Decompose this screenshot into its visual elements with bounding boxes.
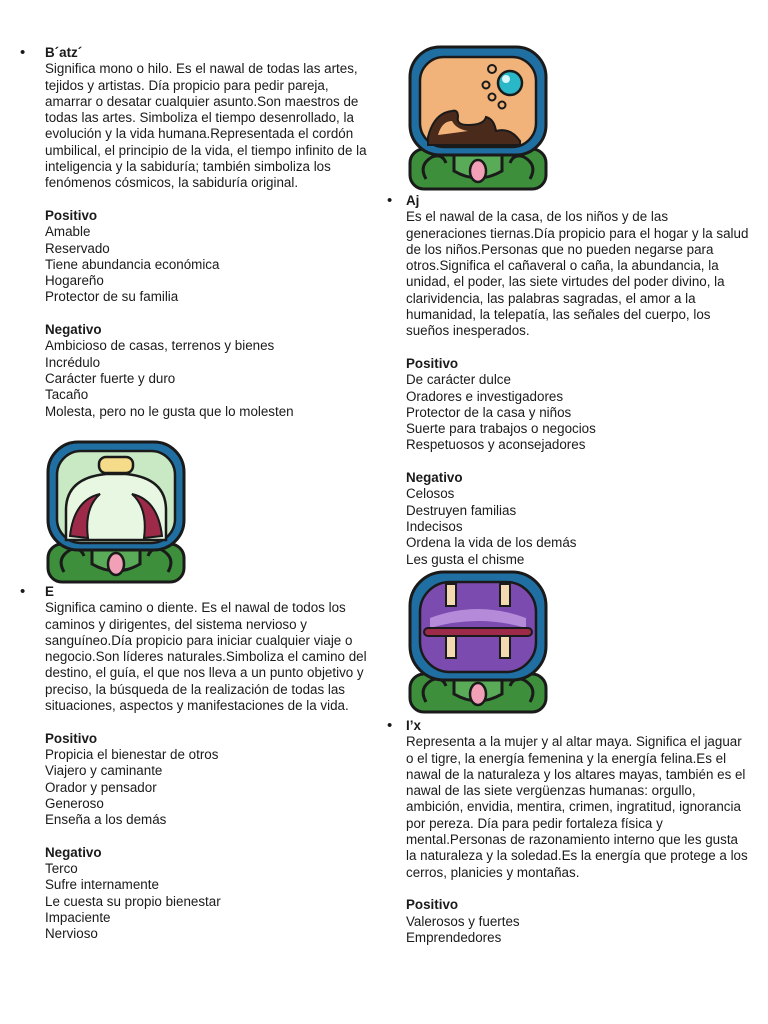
trait-item: Reservado bbox=[45, 240, 110, 256]
positive-heading: Positivo bbox=[45, 730, 98, 746]
positive-traits-list bbox=[45, 224, 370, 305]
trait-item: Suerte para trabajos o negocios bbox=[406, 421, 596, 437]
trait-item: Sufre internamente bbox=[45, 877, 159, 893]
day-sign-name: I’x bbox=[406, 718, 421, 733]
trait-item: Hogareño bbox=[45, 273, 104, 289]
day-sign-description: Representa a la mujer y al altar maya. Significa el jaguar o el tigre, la energía femenina y la energía felina.Es el nawal de la naturaleza y los altares mayas, también es el nawal de las siete vergüenzas humanas: orgullo, ambición, envidia, mentira, crimen, ingratitud, ignorancia por pereza. Día para pedir fortaleza física y mental.Personas de razonamiento interno que les gusta la naturaleza y la soledad.Es la energía que protege a los cerros, planicies y montañas. bbox=[406, 734, 748, 880]
trait-item: Respetuosos y aconsejadores bbox=[406, 437, 586, 453]
entry-text bbox=[45, 584, 370, 943]
negative-traits-list bbox=[406, 486, 751, 567]
trait-item: Celosos bbox=[406, 486, 455, 502]
bullet: • bbox=[20, 44, 26, 61]
trait-item: Protector de su familia bbox=[45, 289, 179, 305]
trait-item: Ordena la vida de los demás bbox=[406, 535, 577, 551]
entry-text bbox=[45, 45, 370, 420]
trait-item: Impaciente bbox=[45, 909, 111, 925]
trait-item: Viajero y caminante bbox=[45, 763, 163, 779]
trait-item: Propicia el bienestar de otros bbox=[45, 746, 219, 762]
day-sign-name: Aj bbox=[406, 193, 420, 208]
trait-item: Terco bbox=[45, 861, 78, 877]
bullet: • bbox=[387, 717, 393, 734]
trait-item: Enseña a los demás bbox=[45, 812, 167, 828]
trait-item: Protector de la casa y niños bbox=[406, 404, 572, 420]
aj-glyph-icon bbox=[406, 45, 550, 193]
negative-heading: Negativo bbox=[406, 470, 463, 486]
bullet: • bbox=[387, 192, 393, 209]
day-sign-description: Es el nawal de la casa, de los niños y de las generaciones tiernas.Día propicio para el hogar y la salud de los niños.Personas que no pueden negarse para otros.Significa el cañaveral o caña, la abundancia, la unidad, el poder, las siete virtudes del poder divino, la clarividencia, las palabras sagradas, el amor a la humanidad, la telepatía, las señales del cuerpo, los sueños inesperados. bbox=[406, 209, 749, 339]
trait-item: Nervioso bbox=[45, 926, 98, 942]
ix-glyph-icon bbox=[406, 570, 550, 716]
trait-item: Tacaño bbox=[45, 387, 89, 403]
trait-item: Molesta, pero no le gusta que lo molesten bbox=[45, 403, 294, 419]
trait-item: Destruyen familias bbox=[406, 502, 517, 518]
positive-traits-list bbox=[406, 372, 751, 453]
entry-text bbox=[406, 193, 751, 568]
positive-traits-list bbox=[406, 914, 751, 947]
trait-item: Le cuesta su propio bienestar bbox=[45, 893, 221, 909]
day-sign-name: B´atz´ bbox=[45, 45, 83, 60]
trait-item: Emprendedores bbox=[406, 929, 502, 945]
negative-traits-list bbox=[45, 338, 370, 419]
e-glyph-icon bbox=[44, 440, 188, 586]
trait-item: Orador y pensador bbox=[45, 779, 157, 795]
day-sign-description: Significa camino o diente. Es el nawal de todos los caminos y dirigentes, del sistema nervioso y sanguíneo.Día propicio para iniciar cualquier viaje o negocio.Son líderes naturales.Simboliza el camino del destino, el guía, el que nos lleva a un punto objetivo y preciso, la búsqueda de la realización de todas las situaciones, aspectos y manifestaciones de la vida. bbox=[45, 600, 367, 714]
negative-traits-list bbox=[45, 861, 370, 942]
trait-item: Incrédulo bbox=[45, 354, 101, 370]
trait-item: Carácter fuerte y duro bbox=[45, 370, 176, 386]
day-sign-description: Significa mono o hilo. Es el nawal de todas las artes, tejidos y artistas. Día propicio para pedir pareja, amarrar o desatar cualquier asunto.Son maestros de todas las artes. Simboliza el tiempo desenrollado, la evolución y la vida humana.Representada el cordón umbilical, el principio de la vida, el tiempo infinito de la inteligencia y la sabiduría; también simboliza los fenómenos cósmicos, la sabiduría original. bbox=[45, 61, 367, 191]
trait-item: Oradores e investigadores bbox=[406, 388, 564, 404]
positive-heading: Positivo bbox=[45, 207, 98, 223]
trait-item: Indecisos bbox=[406, 518, 463, 534]
trait-item: Amable bbox=[45, 224, 91, 240]
positive-traits-list bbox=[45, 747, 370, 828]
trait-item: Tiene abundancia económica bbox=[45, 256, 220, 272]
positive-heading: Positivo bbox=[406, 355, 459, 371]
negative-heading: Negativo bbox=[45, 322, 102, 338]
trait-item: De carácter dulce bbox=[406, 372, 511, 388]
trait-item: Generoso bbox=[45, 795, 104, 811]
trait-item: Ambicioso de casas, terrenos y bienes bbox=[45, 338, 275, 354]
day-sign-name: E bbox=[45, 584, 54, 599]
trait-item: Valerosos y fuertes bbox=[406, 913, 520, 929]
bullet: • bbox=[20, 583, 26, 600]
entry-text bbox=[406, 718, 751, 946]
positive-heading: Positivo bbox=[406, 897, 459, 913]
trait-item: Les gusta el chisme bbox=[406, 551, 525, 567]
negative-heading: Negativo bbox=[45, 844, 102, 860]
